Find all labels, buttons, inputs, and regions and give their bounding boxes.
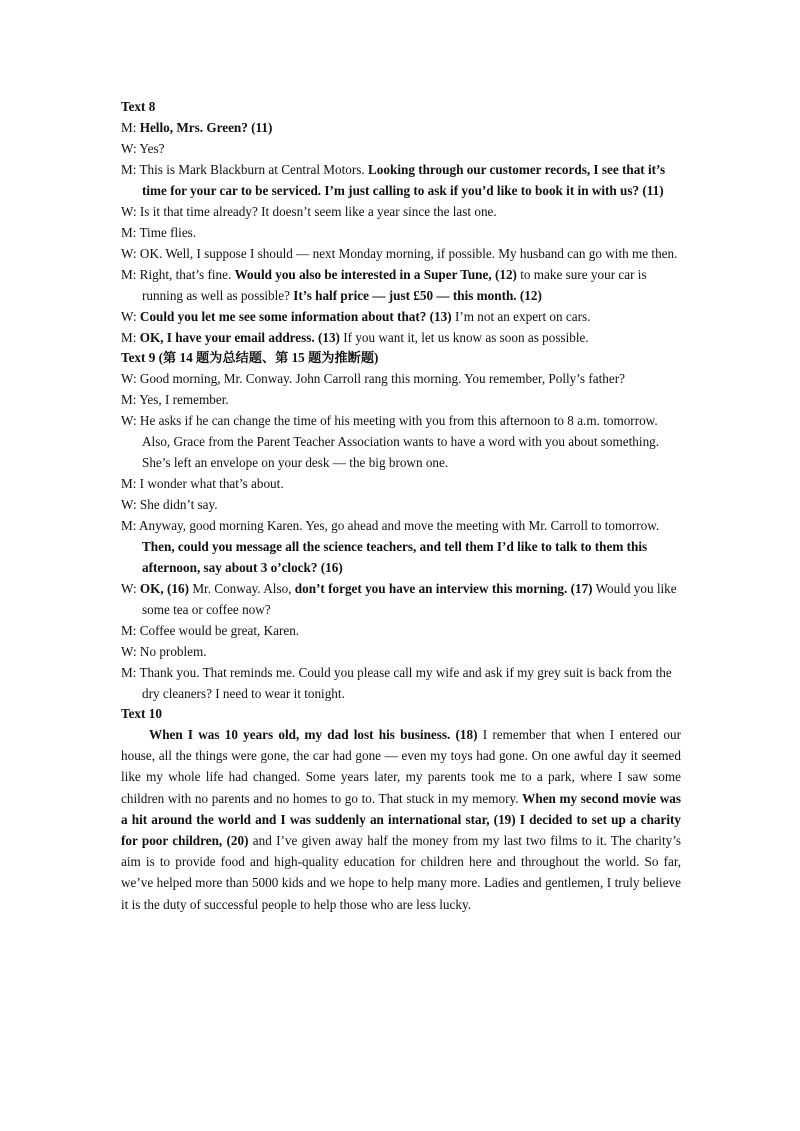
bold-text-run: When my second movie was a hit around the world and I was suddenly an international star, (19) I decided to set up a charity for poor children, (20) (121, 790, 681, 849)
text-run: M: (121, 330, 140, 345)
dialogue-line (121, 243, 681, 264)
dialogue-line (121, 410, 681, 473)
dialogue-line (121, 662, 681, 704)
bold-text-run: Then, could you message all the science teachers, and tell them I’d like to talk to them this afternoon, say about 3 o’clock? (16) (142, 539, 648, 575)
dialogue-line (121, 138, 681, 159)
dialogue-line (121, 515, 681, 578)
text-run: W: Good morning, Mr. Conway. John Carroll rang this morning. You remember, Polly’s father? (121, 371, 625, 386)
text-run: If you want it, let us know as soon as possible. (339, 330, 589, 345)
text-run: I’m not an expert on cars. (451, 309, 591, 324)
bold-text-run: don’t forget you have an interview this morning. (17) (294, 581, 593, 596)
text-run: M: This is Mark Blackburn at Central Motors. (121, 162, 368, 177)
text-run: M: Anyway, good morning Karen. Yes, go ahead and move the meeting with Mr. Carroll to tomorrow. (121, 518, 660, 533)
bold-text-run: Would you also be interested in a Super Tune, (12) (234, 267, 517, 282)
dialogue-line (121, 264, 681, 306)
text-run: W: No problem. (121, 644, 207, 659)
text-run: W: Is it that time already? It doesn’t seem like a year since the last one. (121, 204, 497, 219)
dialogue-line (121, 159, 681, 201)
text-run: W: He asks if he can change the time of his meeting with you from this afternoon to 8 a.m. tomorrow. Also, Grace from the Parent Teacher Association wants to have a word with you about something. She’s left an envelope on your desk — the big brown one. (121, 413, 660, 470)
bold-text-run: When I was 10 years old, my dad lost his business. (18) (149, 727, 478, 742)
dialogue-line (121, 222, 681, 243)
dialogue-line (121, 578, 681, 620)
text-run: and I’ve given away half the money from my last two films to it. The charity’s aim is to provide food and high-quality education for children here and throughout the world. So far, we’ve helped more than 5000 kids and we hope to help many more. Ladies and gentlemen, I truly believe it is the duty of successful people to help those who are less lucky. (121, 833, 681, 912)
dialogue-line (121, 306, 681, 327)
text9-dialogue (121, 368, 681, 704)
text-run: Mr. Conway. Also, (189, 581, 295, 596)
bold-text-run: It’s half price — just £50 — this month. (12) (293, 288, 542, 303)
dialogue-line (121, 494, 681, 515)
text9-heading: Text 9 (第 14 题为总结题、第 15 题为推断题) (121, 350, 379, 365)
dialogue-line (121, 473, 681, 494)
dialogue-line (121, 641, 681, 662)
dialogue-line (121, 327, 681, 348)
text-run: W: OK. Well, I suppose I should — next Monday morning, if possible. My husband can go with me then. (121, 246, 678, 261)
text-run: to make sure your car is running as well as possible? (142, 267, 647, 303)
text-run: M: (121, 120, 140, 135)
transcript-content (121, 97, 681, 915)
text-run: W: (121, 581, 140, 596)
bold-text-run: OK, I have your email address. (13) (139, 330, 340, 345)
dialogue-line (121, 117, 681, 138)
dialogue-line (121, 201, 681, 222)
text-run: M: Right, that’s fine. (121, 267, 235, 282)
text-run: M: Coffee would be great, Karen. (121, 623, 300, 638)
text8-dialogue (121, 117, 681, 348)
text-run: M: Yes, I remember. (121, 392, 229, 407)
text10-monologue (121, 724, 681, 915)
dialogue-line (121, 368, 681, 389)
bold-text-run: Could you let me see some information about that? (13) (139, 309, 452, 324)
text-run: Would you like some tea or coffee now? (142, 581, 677, 617)
dialogue-line (121, 389, 681, 410)
dialogue-line (121, 620, 681, 641)
bold-text-run: Looking through our customer records, I see that it’s time for your car to be serviced. I’m just calling to ask if you’d like to book it in with us? (11) (142, 162, 666, 198)
text-run: M: Thank you. That reminds me. Could you please call my wife and ask if my grey suit is back from the dry cleaners? I need to wear it tonight. (121, 665, 672, 701)
text-run: W: She didn’t say. (121, 497, 218, 512)
text-run: W: Yes? (121, 141, 165, 156)
text-run: M: I wonder what that’s about. (121, 476, 284, 491)
text8-heading: Text 8 (121, 99, 156, 114)
text-run: M: Time flies. (121, 225, 197, 240)
bold-text-run: Hello, Mrs. Green? (11) (139, 120, 273, 135)
text-run: I remember that when I entered our house, all the things were gone, the car had gone — even my toys had gone. On one awful day it seemed like my whole life had changed. Some years later, my parents took me to a park, where I saw some children with no parents and no homes to go to. That stuck in my memory. (121, 727, 681, 806)
bold-text-run: OK, (16) (139, 581, 190, 596)
text10-heading: Text 10 (121, 706, 162, 721)
text-run: W: (121, 309, 140, 324)
